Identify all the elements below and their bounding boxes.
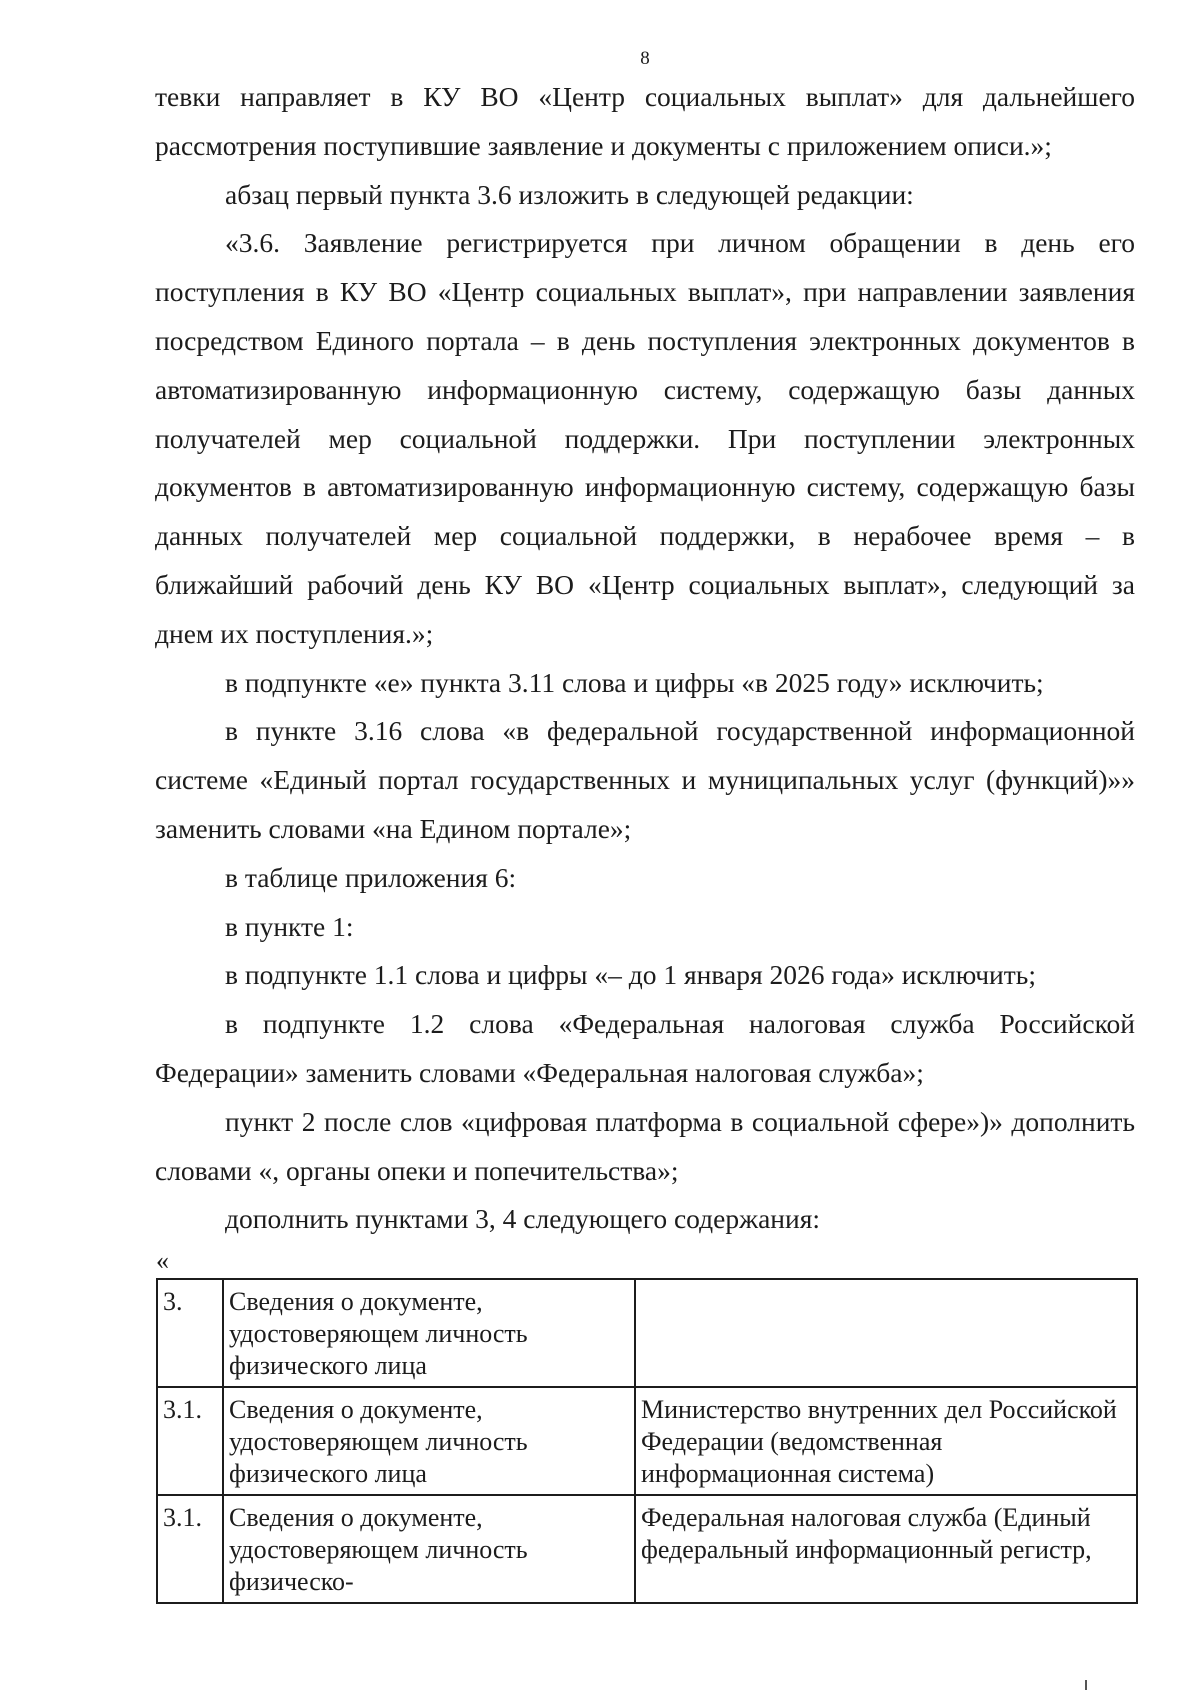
table-row (157, 1387, 1137, 1495)
info-source-cell: Федеральная налоговая служба (Единый федеральный информационный регистр, (635, 1495, 1137, 1603)
row-number-cell: 3.1. (157, 1495, 223, 1603)
paragraph: в таблице приложения 6: (225, 861, 517, 893)
table-open-quote: « (156, 1246, 169, 1275)
table-row (157, 1279, 1137, 1387)
scan-mark (1085, 1680, 1087, 1690)
row-number-cell: 3.1. (157, 1387, 223, 1495)
page-number: 8 (640, 48, 650, 69)
paragraph: в подпункте «е» пункта 3.11 слова и цифры «в 2025 году» исключить; (225, 666, 1044, 698)
paragraph: в пункте 3.16 слова «в федеральной государственной информационной системе «Единый портал государственных и муниципальных услуг (функций)»» заменить словами «на Едином портале»; (155, 715, 1135, 844)
info-description-cell: Сведения о документе, удостоверяющем личность физического лица (223, 1387, 635, 1495)
info-description-cell: Сведения о документе, удостоверяющем личность физическо- (223, 1495, 635, 1603)
info-source-cell (635, 1279, 1137, 1387)
paragraph: пункт 2 после слов «цифровая платформа в социальной сфере»)» дополнить словами «, органы опеки и попечительства»; (155, 1105, 1135, 1186)
info-source-cell: Министерство внутренних дел Российской Федерации (ведомственная информационная система) (635, 1387, 1137, 1495)
paragraph: тевки направляет в КУ ВО «Центр социальных выплат» для дальнейшего рассмотрения поступившие заявление и документы с приложением описи.»; (155, 81, 1135, 161)
paragraph: дополнить пунктами 3, 4 следующего содержания: (225, 1203, 820, 1235)
table-row (157, 1495, 1137, 1603)
paragraph: в подпункте 1.2 слова «Федеральная налоговая служба Российской Федерации» заменить словами «Федеральная налоговая служба»; (155, 1008, 1135, 1088)
row-number-cell: 3. (157, 1279, 223, 1387)
paragraph: абзац первый пункта 3.6 изложить в следующей редакции: (225, 178, 914, 210)
paragraph: «3.6. Заявление регистрируется при личном обращении в день его поступления в КУ ВО «Центр социальных выплат», при направлении заявления посредством Единого портала – в день поступления электронных документов в автоматизированную информационную систему, содержащую базы данных получателей мер социальной поддержки. При поступлении электронных документов в автоматизированную информационную систему, содержащую базы данных получателей мер социальной поддержки, в нерабочее время – в ближайший рабочий день КУ ВО «Центр социальных выплат», следующий за днем их поступления.»; (155, 227, 1135, 649)
paragraph: в подпункте 1.1 слова и цифры «– до 1 января 2026 года» исключить; (225, 959, 1036, 991)
document-body (155, 73, 1135, 1244)
paragraph: в пункте 1: (225, 910, 354, 942)
info-description-cell: Сведения о документе, удостоверяющем личность физического лица (223, 1279, 635, 1387)
amendment-table (156, 1278, 1138, 1604)
